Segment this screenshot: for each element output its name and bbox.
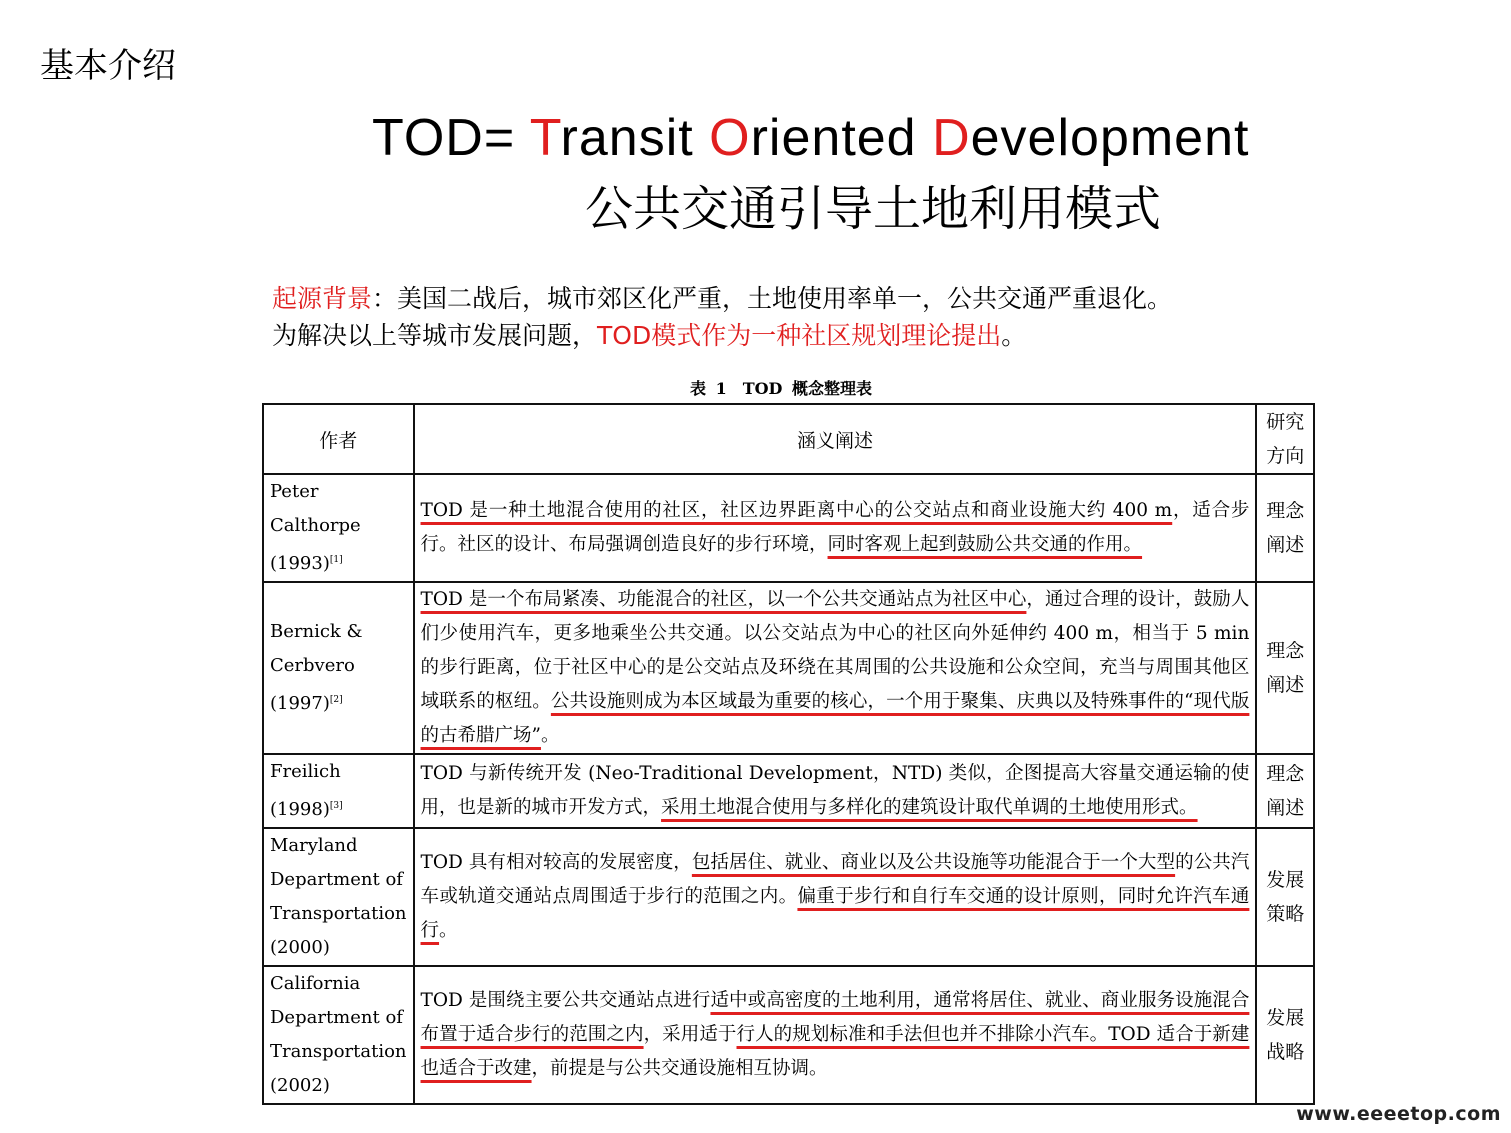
title-prefix: TOD= xyxy=(372,109,530,167)
tod-concept-table xyxy=(262,403,1315,1105)
author-cell xyxy=(263,966,414,1104)
direction-cell: 理念阐述 xyxy=(1256,474,1314,582)
underlined-text: TOD 是一种土地混合使用的社区，社区边界距离中心的公交站点和商业设施大约 400 m xyxy=(420,500,1173,521)
underlined-text: 行人的规划标准和手法但也并不排除小汽车。TOD 适合于新建也适合于改建 xyxy=(420,1024,1250,1079)
title-letter-d: D xyxy=(932,109,971,167)
description-text: ，采用适于 xyxy=(643,1024,737,1045)
author-line: Transportation xyxy=(270,1041,407,1062)
underlined-text: 同时客观上起到鼓励公共交通的作用。 xyxy=(827,534,1143,555)
author-line: Transportation xyxy=(270,903,407,924)
author-line: California xyxy=(270,973,361,994)
author-line: Peter xyxy=(270,481,319,502)
author-line: Calthorpe xyxy=(270,515,361,536)
underlined-text: 公共设施则成为本区域最为重要的核心，一个用于聚集、庆典以及特殊事件的“现代版的古希腊广场” xyxy=(420,691,1250,746)
direction-cell: 理念阐述 xyxy=(1256,754,1314,828)
author-line: (1998) xyxy=(270,799,330,820)
title-english xyxy=(372,108,1249,168)
description-cell xyxy=(414,828,1257,966)
description-cell xyxy=(414,754,1257,828)
description-text: 。 xyxy=(541,725,560,746)
table-row xyxy=(263,582,1314,754)
table-caption: 表 1 TOD 概念整理表 xyxy=(690,379,872,398)
description-text: TOD 与新传统开发 (Neo-Traditional Development，NTD) 类似，企图提高大容量交通运输的使用，也是新的城市开发方式， xyxy=(420,763,1250,818)
author-line: Freilich xyxy=(270,761,341,782)
author-line: Cerbvero xyxy=(270,655,355,676)
reference-marker: [3] xyxy=(329,801,343,811)
author-line: (2002) xyxy=(270,1075,330,1096)
description-cell xyxy=(414,966,1257,1104)
intro-label: 起源背景 xyxy=(272,284,373,313)
description-text: ，前提是与公共交通设施相互协调。 xyxy=(531,1058,828,1079)
reference-marker: [1] xyxy=(329,555,343,565)
description-text: ，通过合理的设计，鼓励人们少使用汽车，更多地乘坐公共交通。以公交站点为中心的社区向外延伸约 400 m，相当于 5 min 的步行距离，位于社区中心的是公交站点及环绕在其周围的公共设施和公众空间，充当与周围其他区域联系的枢纽。 xyxy=(420,589,1250,712)
author-line: Bernick & xyxy=(270,621,363,642)
header-direction: 研究方向 xyxy=(1256,404,1314,474)
title-letter-t: T xyxy=(529,109,561,167)
direction-cell: 发展策略 xyxy=(1256,828,1314,966)
author-cell xyxy=(263,474,414,582)
description-text: TOD 具有相对较高的发展密度， xyxy=(420,852,692,873)
table-row xyxy=(263,474,1314,582)
table-body xyxy=(263,474,1314,1104)
intro-line1: ：美国二战后，城市郊区化严重，土地使用率单一，公共交通严重退化。 xyxy=(372,284,1173,313)
author-line: (1993) xyxy=(270,553,330,574)
author-line: (2000) xyxy=(270,937,330,958)
direction-cell: 理念阐述 xyxy=(1256,582,1314,754)
title-word-development: evelopment xyxy=(970,109,1250,167)
title-letter-o: O xyxy=(709,109,751,167)
description-cell xyxy=(414,582,1257,754)
reference-marker: [2] xyxy=(329,695,343,705)
underlined-text: TOD 是一个布局紧凑、功能混合的社区，以一个公共交通站点为社区中心 xyxy=(420,589,1027,610)
intro-line2-prefix: 为解决以上等城市发展问题， xyxy=(272,321,598,350)
intro-line2-end: 。 xyxy=(1001,321,1027,350)
underlined-text: 包括居住、就业、商业以及公共设施等功能混合于一个大型 xyxy=(691,852,1176,873)
intro-paragraph xyxy=(272,280,1332,354)
author-cell xyxy=(263,754,414,828)
description-text: ，适合步行。社区的设计、布局强调创造良好的步行环境， xyxy=(420,500,1250,555)
title-word-transit: ransit xyxy=(560,109,710,167)
description-text: 的公共汽车或轨道交通站点周围适于步行的范围之内。 xyxy=(420,852,1250,907)
author-cell xyxy=(263,828,414,966)
author-line: Department of xyxy=(270,869,403,890)
description-text: 。 xyxy=(439,920,458,941)
intro-line2-highlight: TOD模式作为一种社区规划理论提出 xyxy=(597,321,1002,350)
header-author: 作者 xyxy=(263,404,414,474)
author-line: Department of xyxy=(270,1007,403,1028)
title-chinese: 公共交通引导土地利用模式 xyxy=(585,181,1162,237)
table-row xyxy=(263,966,1314,1104)
underlined-text: 偏重于步行和自行车交通的设计原则，同时允许汽车通行 xyxy=(420,886,1250,941)
underlined-text: 适中或高密度的土地利用，通常将居住、就业、商业服务设施混合布置于适合步行的范围之内 xyxy=(420,990,1250,1045)
header-meaning: 涵义阐述 xyxy=(414,404,1257,474)
table-row xyxy=(263,828,1314,966)
description-text: TOD 是围绕主要公共交通站点进行 xyxy=(420,990,711,1011)
author-line: Maryland xyxy=(270,835,358,856)
watermark: www.eeeetop.com xyxy=(1296,1103,1501,1125)
table-header-row xyxy=(263,404,1314,474)
title-word-oriented: riented xyxy=(750,109,933,167)
section-label: 基本介绍 xyxy=(40,46,176,86)
description-cell xyxy=(414,474,1257,582)
author-cell xyxy=(263,582,414,754)
direction-cell: 发展战略 xyxy=(1256,966,1314,1104)
author-line: (1997) xyxy=(270,693,330,714)
table-row xyxy=(263,754,1314,828)
underlined-text: 采用土地混合使用与多样化的建筑设计取代单调的土地使用形式。 xyxy=(661,797,1198,818)
